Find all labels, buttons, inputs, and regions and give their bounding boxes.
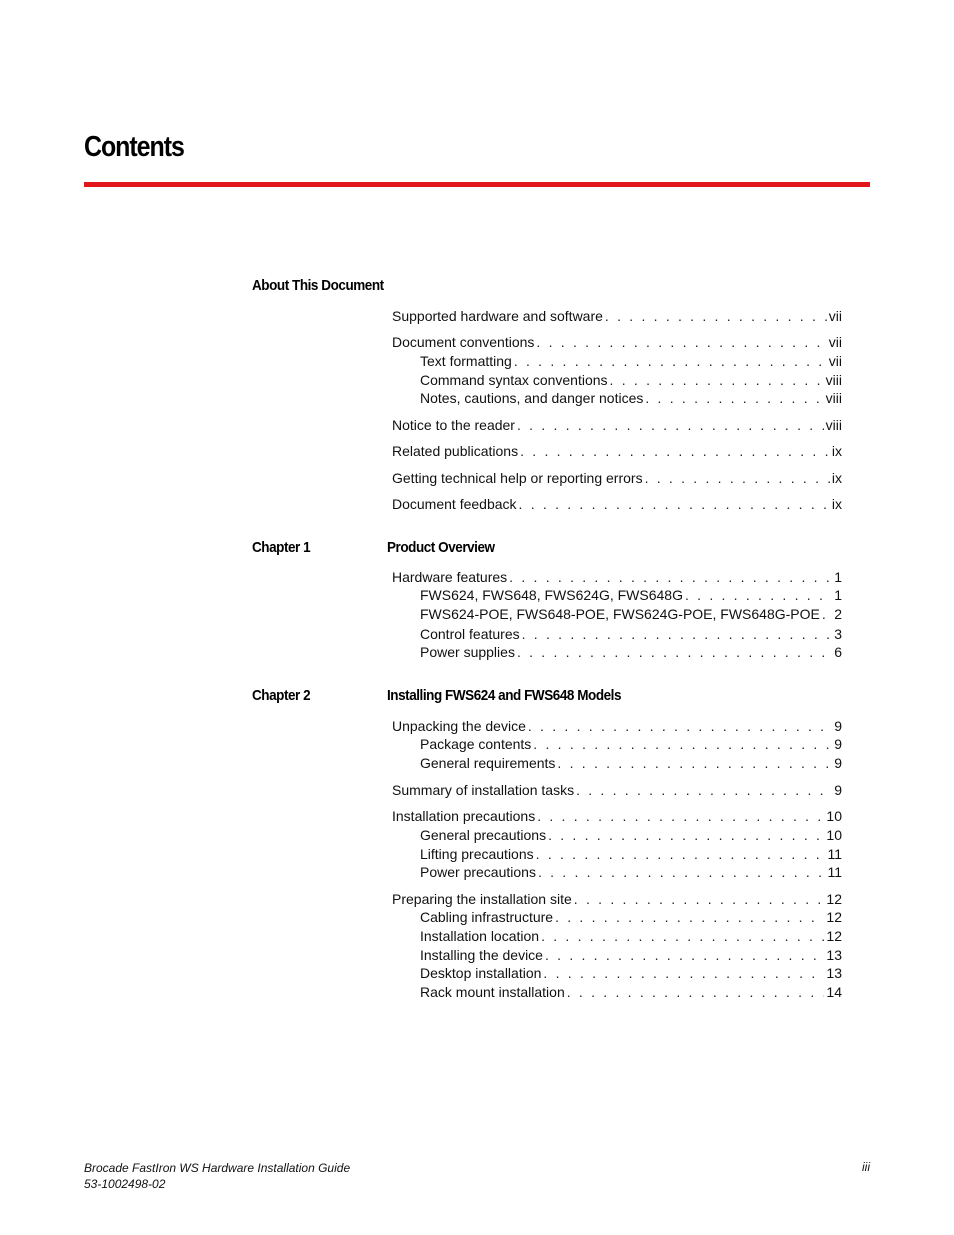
toc-entry-page: viii — [825, 417, 842, 433]
dot-leader — [537, 808, 824, 824]
toc-subentry[interactable] — [420, 909, 842, 927]
toc-subentry[interactable] — [420, 606, 842, 624]
toc-entry[interactable] — [392, 891, 842, 909]
dot-leader — [822, 606, 832, 622]
toc-entry-page: viii — [825, 372, 842, 388]
toc-entry[interactable] — [392, 718, 842, 736]
dot-leader — [522, 626, 833, 642]
toc-entry-page: 9 — [834, 755, 842, 771]
dot-leader — [548, 827, 824, 843]
toc-entry-text: Text formatting — [420, 353, 512, 369]
toc-entry-page: 10 — [826, 808, 842, 824]
toc-entry-text: Command syntax conventions — [420, 372, 608, 388]
dot-leader — [520, 443, 830, 459]
dot-leader — [610, 372, 824, 388]
toc-entry-text: Package contents — [420, 736, 532, 752]
dot-leader — [528, 718, 832, 734]
toc-entry-text: Document feedback — [392, 496, 517, 512]
toc-entry-text: Getting technical help or reporting errors — [392, 470, 643, 486]
toc-entry[interactable] — [392, 569, 842, 587]
toc-entry-text: FWS624-POE, FWS648-POE, FWS624G-POE, FWS648G-POE — [420, 606, 820, 622]
toc-entry-text: Notes, cautions, and danger notices — [420, 390, 644, 406]
toc-entry-text: Cabling infrastructure — [420, 909, 554, 925]
dot-leader — [509, 569, 832, 585]
toc-entry-text: General precautions — [420, 827, 547, 843]
toc-entry-text: Installing the device — [420, 947, 543, 963]
dot-leader — [685, 587, 832, 603]
dot-leader — [517, 644, 832, 660]
toc-subentry[interactable] — [420, 965, 842, 983]
toc-subentry[interactable] — [420, 353, 842, 371]
toc-entry-text: Power supplies — [420, 644, 515, 660]
toc-entry[interactable] — [392, 782, 842, 800]
toc-entry[interactable] — [392, 808, 842, 826]
toc-entry-text: Lifting precautions — [420, 846, 534, 862]
dot-leader — [555, 909, 824, 925]
toc-subentry[interactable] — [420, 827, 842, 845]
toc-entry-page: 9 — [834, 736, 842, 752]
dot-leader — [514, 353, 827, 369]
footer-doc-number: 53-1002498-02 — [84, 1177, 166, 1191]
toc-subentry[interactable] — [420, 928, 842, 946]
toc-subentry[interactable] — [420, 626, 842, 644]
toc-entry-page: ix — [831, 443, 842, 459]
toc-entry-text: Control features — [420, 626, 520, 642]
chapter-label: Chapter 2 — [252, 687, 311, 704]
toc-entry-page: 1 — [834, 587, 842, 603]
toc-entry[interactable] — [392, 470, 842, 488]
toc-entry[interactable] — [392, 496, 842, 514]
toc-entry[interactable] — [392, 443, 842, 461]
toc-entry-text: Unpacking the device — [392, 718, 526, 734]
toc-entry-text: Summary of installation tasks — [392, 782, 575, 798]
toc-subentry[interactable] — [420, 864, 842, 882]
toc-entry-text: Installation location — [420, 928, 540, 944]
toc-entry-page: 1 — [834, 569, 842, 585]
toc-entry-page: 11 — [827, 864, 842, 880]
dot-leader — [536, 334, 826, 350]
toc-entry-page: ix — [831, 470, 842, 486]
toc-entry-page: ix — [831, 496, 842, 512]
toc-entry-text: FWS624, FWS648, FWS624G, FWS648G — [420, 587, 683, 603]
toc-subentry[interactable] — [420, 846, 842, 864]
toc-entry-page: 12 — [826, 928, 842, 944]
toc-entry-page: 11 — [827, 846, 842, 862]
footer-page-number: iii — [862, 1160, 870, 1174]
section-heading-about: About This Document — [252, 277, 384, 294]
toc-entry-page: 9 — [834, 718, 842, 734]
page-title: Contents — [84, 131, 184, 163]
toc-entry-page: 6 — [834, 644, 842, 660]
toc-entry-text: Installation precautions — [392, 808, 536, 824]
chapter-label: Chapter 1 — [252, 539, 311, 556]
toc-entry-page: vii — [828, 353, 842, 369]
footer-book-title: Brocade FastIron WS Hardware Installation Guide — [84, 1161, 351, 1175]
toc-subentry[interactable] — [420, 390, 842, 408]
toc-entry-page: vii — [828, 308, 842, 324]
chapter-title[interactable]: Installing FWS624 and FWS648 Models — [387, 687, 622, 704]
toc-entry-page: 14 — [826, 984, 842, 1000]
dot-leader — [567, 984, 825, 1000]
toc-entry-text: Rack mount installation — [420, 984, 565, 1000]
toc-entry-page: 13 — [826, 947, 842, 963]
toc-entry-text: Related publications — [392, 443, 519, 459]
toc-entry-text: Preparing the installation site — [392, 891, 572, 907]
toc-entry-page: 12 — [826, 891, 842, 907]
dot-leader — [517, 417, 824, 433]
toc-subentry[interactable] — [420, 372, 842, 390]
toc-entry[interactable] — [392, 308, 842, 326]
toc-entry-page: viii — [825, 390, 842, 406]
toc-entry-text: Document conventions — [392, 334, 535, 350]
dot-leader — [519, 496, 830, 512]
toc-subentry[interactable] — [420, 755, 842, 773]
dot-leader — [645, 470, 830, 486]
dot-leader — [545, 947, 824, 963]
dot-leader — [557, 755, 832, 771]
toc-entry-text: Supported hardware and software — [392, 308, 603, 324]
dot-leader — [536, 846, 826, 862]
toc-entry-page: 13 — [826, 965, 842, 981]
toc-entry-text: General requirements — [420, 755, 556, 771]
toc-entry-page: 10 — [826, 827, 842, 843]
toc-entry-text: Power precautions — [420, 864, 536, 880]
dot-leader — [538, 864, 826, 880]
dot-leader — [541, 928, 824, 944]
toc-subentry[interactable] — [420, 947, 842, 965]
dot-leader — [605, 308, 827, 324]
toc-entry[interactable] — [392, 334, 842, 352]
dot-leader — [574, 891, 825, 907]
toc-entry-text: Desktop installation — [420, 965, 542, 981]
toc-entry-text: Hardware features — [392, 569, 508, 585]
toc-entry[interactable] — [392, 417, 842, 435]
dot-leader — [576, 782, 832, 798]
toc-entry-page: 12 — [826, 909, 842, 925]
toc-subentry[interactable] — [420, 736, 842, 754]
toc-subentry[interactable] — [420, 587, 842, 605]
title-rule — [84, 182, 870, 187]
chapter-title[interactable]: Product Overview — [387, 539, 495, 556]
toc-entry-text: Notice to the reader — [392, 417, 515, 433]
page-footer — [84, 1160, 350, 1192]
toc-entry-page: 3 — [834, 626, 842, 642]
dot-leader — [543, 965, 824, 981]
dot-leader — [645, 390, 823, 406]
toc-subentry[interactable] — [420, 984, 842, 1002]
toc-subentry[interactable] — [420, 644, 842, 662]
dot-leader — [533, 736, 832, 752]
toc-entry-page: vii — [828, 334, 842, 350]
toc-entry-page: 9 — [834, 782, 842, 798]
toc-entry-page: 2 — [834, 606, 842, 622]
